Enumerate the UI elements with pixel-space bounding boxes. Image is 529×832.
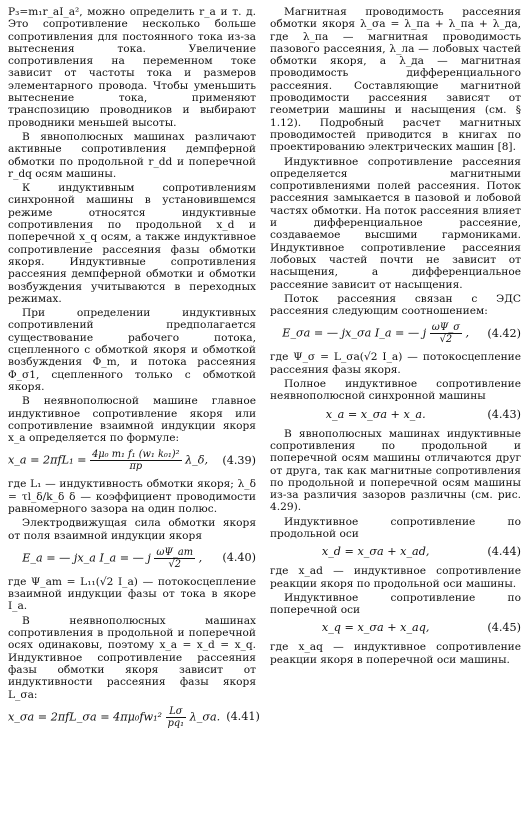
paragraph: В явнополюсных машинах индуктивные сопротивления по продольной и поперечной осям машины отличаются друг от друга, так как магнитные сопротивления по продольной и поперечной осям машины из-за различия зазоров различны (см. рис. 4.29). (270, 427, 521, 514)
fraction-denominator: √2 (439, 334, 453, 346)
fraction (430, 322, 462, 345)
equation-body: x_q = x_σa + x_aq, (321, 621, 430, 635)
fraction-numerator: ωΨ_am (156, 546, 194, 558)
paragraph: Поток рассеяния связан с ЭДС рассеяния следующим соотношением: (270, 292, 521, 318)
equation-lhs: x_σa = 2πfL_σa = 4πμ₀fw₁² (8, 710, 166, 724)
paragraph: При определении индуктивных сопротивлений предполагается существование рабочего потока, сцепленного с обмоткой якоря и обмоткой возбуждения Φ_m, и потока рассеяния Φ_σ1, сцепленного только с обмоткой якоря. (8, 307, 256, 393)
fraction-numerator: ωΨ_σ (431, 322, 460, 334)
equation-number: (4.41) (226, 710, 260, 724)
paragraph: Индуктивное сопротивление по продольной оси (270, 515, 521, 540)
equation-4-39 (8, 449, 256, 472)
equation-number: (4.42) (487, 326, 521, 340)
equation-4-44 (270, 545, 521, 559)
left-column (8, 6, 260, 735)
fraction-denominator: √2 (168, 558, 181, 570)
fraction-denominator: pq₁ (167, 717, 185, 729)
paragraph: К индуктивным сопротивлениям синхронной машины в установившемся режиме относятся индуктивные сопротивления по продольной x_d и поперечной x_q осям, а также индуктивное сопротивление рассеяния фазы обмотки якоря. Индуктивные сопротивления рассеяния демпферной обмотки и обмотки возбуждения учитываются в переходных режимах. (8, 182, 256, 305)
equation-body: x_a = x_σa + x_a. (325, 407, 426, 421)
fraction-numerator: 4μ₀ m₁ f₁ (w₁ k₀₁)² (92, 449, 180, 461)
equation-number: (4.44) (487, 545, 521, 559)
paragraph: где Ψ_σ = L_σa(√2 I_a) — потокосцепление рассеяния фазы якоря. (270, 351, 521, 376)
paragraph: Электродвижущая сила обмотки якоря от поля взаимной индукции якоря (8, 517, 256, 542)
paragraph: В неявнополюсной машине главное индуктивное сопротивление якоря или сопротивление взаимной индукции якоря x_a определяется по формуле: (8, 395, 256, 445)
fraction (154, 547, 195, 570)
fraction-numerator: Lσ (166, 706, 186, 718)
equation-lhs: x_a = 2πfL₁ = (8, 453, 91, 467)
equation-number: (4.39) (222, 453, 256, 467)
paragraph: где x_ad — индуктивное сопротивление реакции якоря по продольной оси машины. (270, 565, 521, 590)
paragraph: где L₁ — индуктивность обмотки якоря; λ_δ = τl_δ/k_δ δ — коэффициент проводимости равномерного зазора на один полюс. (8, 478, 256, 515)
equation-number: (4.40) (222, 551, 256, 565)
paragraph: где x_aq — индуктивное сопротивление реакции якоря в поперечной оси машины. (270, 641, 521, 666)
equation-4-43 (270, 408, 521, 422)
fraction (166, 706, 186, 729)
equation-lhs: E_a = — jx_a I_a = — j (22, 551, 155, 565)
equation-4-40 (8, 547, 256, 570)
fraction-denominator: πp (129, 461, 143, 473)
paragraph: где Ψ_am = L₁₁(√2 I_a) — потокосцепление взаимной индукции фазы от тока в якоре I_a. (8, 575, 256, 613)
equation-number: (4.45) (487, 621, 521, 635)
equation-4-41 (8, 705, 260, 729)
paragraph: Индуктивное сопротивление рассеяния определяется магнитными сопротивлениями полей рассеяния. Поток рассеяния замыкается в пазовой и лобовой частях обмотки. На поток рассеяния влияет и дифференциальное рассеяние, создаваемое высшими гармониками. Индуктивное сопротивление рассеяния лобовых частей почти не зависит от насыщения, а дифференциальное рассеяние зависит от насыщения. (270, 155, 521, 291)
equation-tail: λ_σa. (189, 710, 221, 724)
equation-tail: , (465, 326, 470, 340)
equation-lhs: E_σa = — jx_σa I_a = — j (282, 326, 430, 340)
right-column (270, 6, 521, 666)
paragraph: P₃=m₁r_aI_a², можно определить r_a и т. д. Это сопротивление несколько больше сопротивления для постоянного тока из-за вытеснения тока. Увеличение сопротивления на переменном токе зависит от частоты тока и размеров элементарного провода. Чтобы уменьшить вытеснение тока, применяют транспозицию проводников и выбирают проводники меньшей высоты. (8, 6, 256, 129)
fraction (90, 449, 181, 472)
paragraph: В неявнополюсных машинах сопротивления в продольной и поперечной осях одинаковы, поэтому x_a = x_d = x_q. Индуктивное сопротивление рассеяния фазы обмотки якоря зависит от индуктивности рассеяния фазы якоря L_σa: (8, 614, 256, 701)
paragraph: Индуктивное сопротивление по поперечной оси (270, 591, 521, 617)
equation-body: x_d = x_σa + x_ad, (321, 545, 430, 559)
equation-4-45 (270, 621, 521, 635)
equation-tail: λ_δ, (185, 453, 209, 467)
equation-number: (4.43) (487, 407, 521, 421)
paragraph: Магнитная проводимость рассеяния обмотки якоря λ_σa = λ_па + λ_па + λ_да, где λ_па — магнитная проводимость пазового рассеяния, λ_ла — лобовых частей обмотки якоря, а λ_да — магнитная проводимость дифференциального рассеяния. Составляющие магнитной проводимости рассеяния зависят от геометрии машины и насыщения (см. § 1.12). Подробный расчет магнитных проводимостей приводится в книгах по проектированию электрических машин [8]. (270, 6, 521, 154)
paragraph: В явнополюсных машинах различают активные сопротивления демпферной обмотки по продольной r_dd и поперечной r_dq осям машины. (8, 130, 256, 180)
equation-4-42 (270, 322, 521, 345)
equation-tail: , (198, 551, 203, 565)
paragraph: Полное индуктивное сопротивление неявнополюсной синхронной машины (270, 378, 521, 403)
